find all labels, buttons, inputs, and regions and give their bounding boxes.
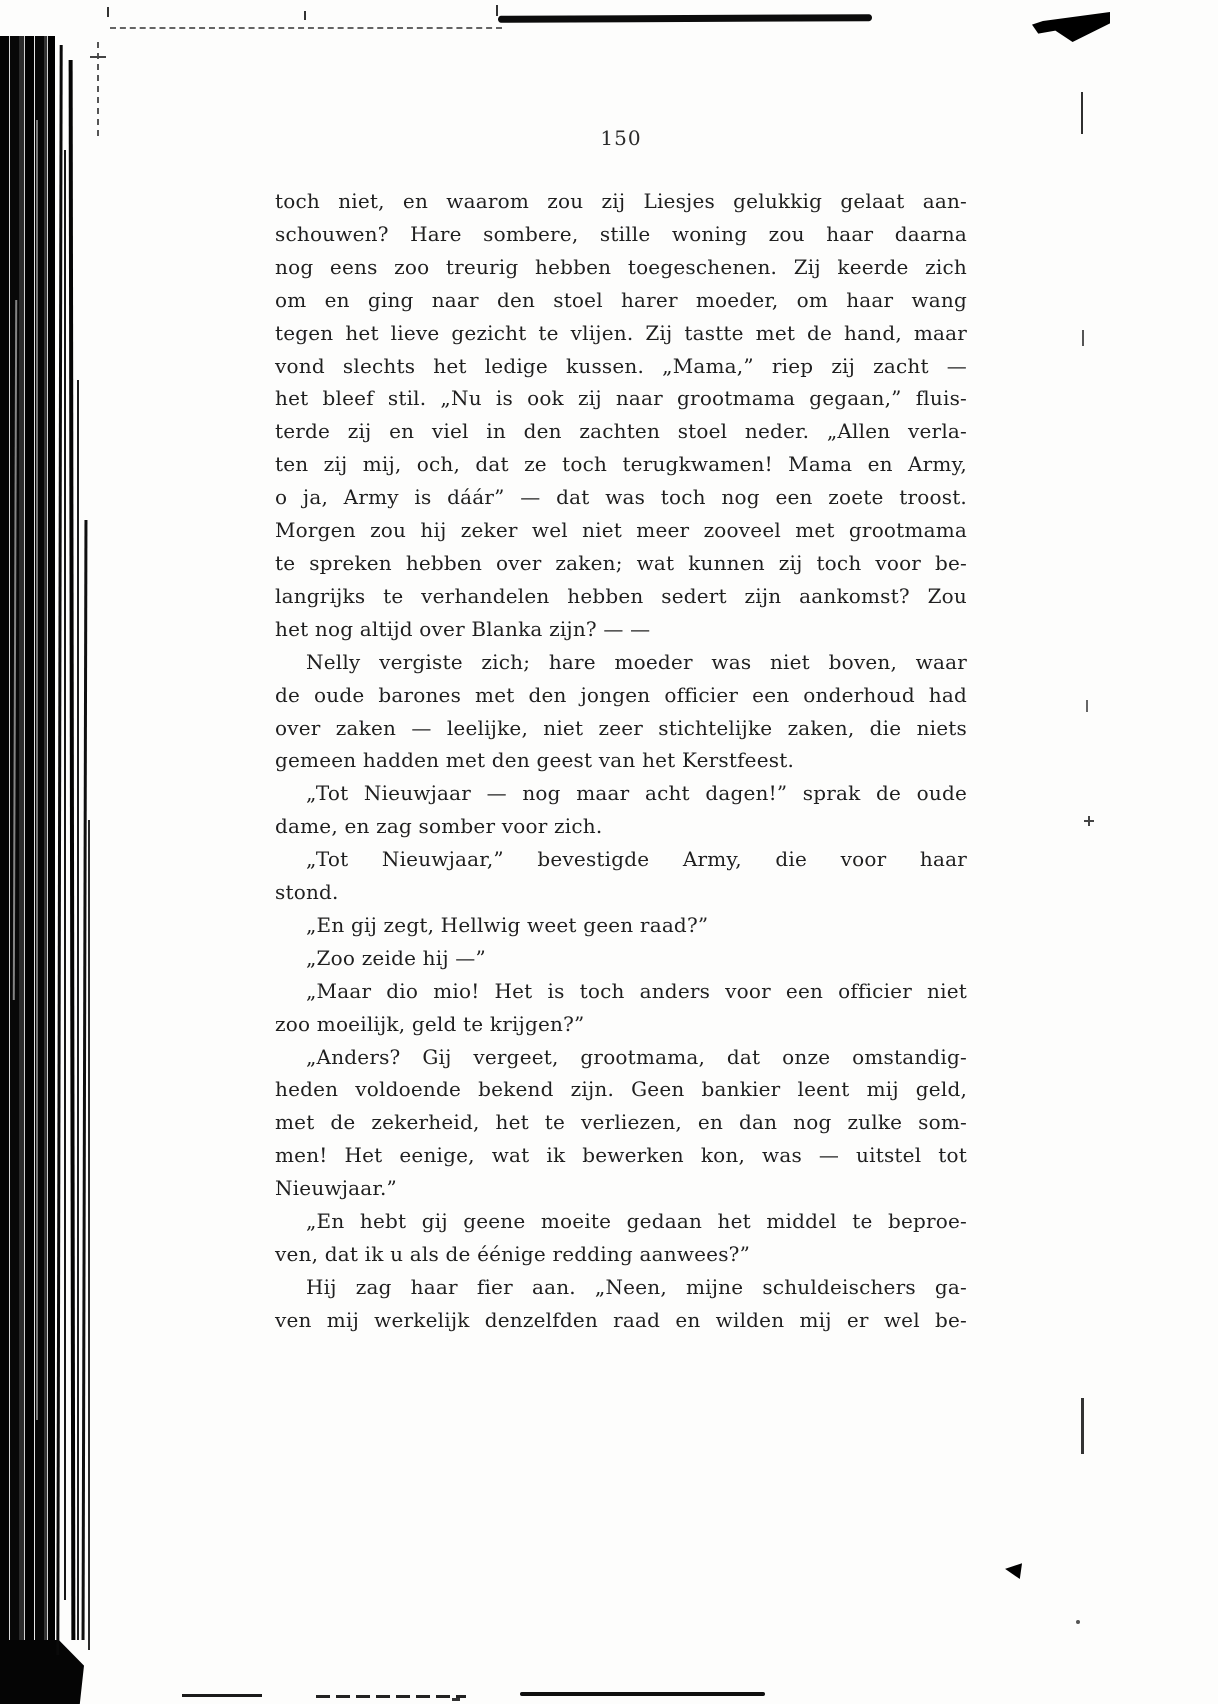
paragraph xyxy=(275,777,967,843)
text-line: „Maar dio mio! Het is toch anders voor een officier niet xyxy=(306,978,967,1003)
paragraph xyxy=(275,1205,967,1271)
text-line: Nieuwjaar.” xyxy=(275,1176,397,1201)
text-line: terde zij en viel in den zachten stoel neder. „Allen verla- xyxy=(275,419,967,444)
text-line: de oude barones met den jongen officier een onderhoud had xyxy=(275,682,967,707)
right-edge-mark xyxy=(1081,1398,1084,1454)
text-line: het nog altijd over Blanka zijn? — — xyxy=(275,616,651,641)
text-line: „Anders? Gij vergeet, grootmama, dat onze omstandig- xyxy=(306,1044,967,1069)
scan-streak xyxy=(64,150,66,1600)
text-line: „Tot Nieuwjaar,” bevestigde Army, die voor haar xyxy=(306,847,967,872)
text-line: ten zij mij, och, dat ze toch terugkwamen! Mama en Army, xyxy=(275,452,967,477)
paragraph xyxy=(275,909,967,942)
scan-streak xyxy=(88,820,90,1650)
scan-streak xyxy=(82,520,87,1640)
text-line: men! Het eenige, wat ik bewerken kon, was — uitstel tot xyxy=(275,1143,967,1168)
text-line: te spreken hebben over zaken; wat kunnen zij toch voor be- xyxy=(275,550,967,575)
scan-mark xyxy=(496,5,498,16)
text-line: Nelly vergiste zich; hare moeder was niet boven, waar xyxy=(306,649,967,674)
text-line: gemeen hadden met den geest van het Kerstfeest. xyxy=(275,748,795,773)
text-line: toch niet, en waarom zou zij Liesjes gelukkig gelaat aan- xyxy=(275,189,967,213)
text-line: schouwen? Hare sombere, stille woning zou haar daarna xyxy=(275,221,967,246)
paragraph xyxy=(275,975,967,1041)
binding-gutter-artifact xyxy=(0,36,55,1704)
bottom-edge-mark xyxy=(520,1692,765,1696)
text-line: „Tot Nieuwjaar — nog maar acht dagen!” sprak de oude xyxy=(306,781,967,806)
text-line: met de zekerheid, het te verliezen, en dan nog zulke som- xyxy=(275,1110,967,1135)
scan-streak xyxy=(77,380,79,1640)
scan-streak xyxy=(56,45,62,1655)
text-line: om en ging naar den stoel harer moeder, om haar wang xyxy=(275,287,967,312)
arrow-ink-mark xyxy=(1004,1561,1022,1579)
bottom-edge-mark xyxy=(316,1695,466,1698)
right-edge-mark xyxy=(1081,92,1083,134)
paragraph xyxy=(275,1041,967,1206)
text-line: nog eens zoo treurig hebben toegeschenen. Zij keerde zich xyxy=(275,254,967,279)
bottom-edge-mark xyxy=(452,1698,460,1701)
text-line: over zaken — leelijke, niet zeer stichtelijke zaken, die niets xyxy=(275,715,967,740)
bottom-edge-mark xyxy=(182,1694,262,1697)
page-number: 150 xyxy=(600,126,642,150)
paragraph xyxy=(275,942,967,975)
text-line: Morgen zou hij zeker wel niet meer zooveel met grootmama xyxy=(275,518,967,543)
text-line: Hij zag haar fier aan. „Neen, mijne schuldeischers ga- xyxy=(306,1274,967,1299)
scan-mark xyxy=(90,56,106,58)
text-line: o ja, Army is dáár” — dat was toch nog een zoete troost. xyxy=(275,485,967,510)
text-line: langrijks te verhandelen hebben sedert zijn aankomst? Zou xyxy=(275,583,967,608)
binding-gutter-artifact xyxy=(0,1640,84,1704)
scan-streak xyxy=(69,60,75,1640)
text-line: ven mij werkelijk denzelfden raad en wilden mij er wel be- xyxy=(275,1307,967,1332)
paragraph xyxy=(275,646,967,778)
text-block xyxy=(275,185,967,1337)
text-line: heden voldoende bekend zijn. Geen bankier leent mij geld, xyxy=(275,1077,967,1102)
top-edge-ink-bar xyxy=(498,14,872,23)
right-edge-mark xyxy=(1082,330,1084,346)
paragraph xyxy=(275,843,967,909)
text-line: „En hebt gij geene moeite gedaan het middel te beproe- xyxy=(306,1209,967,1234)
text-line: zoo moeilijk, geld te krijgen?” xyxy=(275,1011,585,1036)
text-line: ven, dat ik u als de éénige redding aanwees?” xyxy=(275,1242,751,1266)
text-line: „Zoo zeide hij —” xyxy=(306,945,486,970)
top-right-ink-blot xyxy=(1032,12,1110,42)
right-edge-mark xyxy=(1086,700,1088,712)
text-line: dame, en zag somber voor zich. xyxy=(275,814,603,839)
text-line: tegen het lieve gezicht te vlijen. Zij tastte met de hand, maar xyxy=(275,320,967,345)
scan-mark xyxy=(304,11,306,20)
paragraph xyxy=(275,1271,967,1337)
paragraph xyxy=(275,185,967,646)
text-line: het bleef stil. „Nu is ook zij naar grootmama gegaan,” fluis- xyxy=(275,386,967,411)
scan-mark xyxy=(107,7,109,17)
gutter-white-slit xyxy=(36,120,38,1420)
text-line: stond. xyxy=(275,880,339,905)
text-line: „En gij zegt, Hellwig weet geen raad?” xyxy=(306,912,709,937)
right-edge-mark xyxy=(1076,1620,1080,1624)
right-edge-mark xyxy=(1088,816,1090,826)
text-line: vond slechts het ledige kussen. „Mama,” riep zij zacht — xyxy=(275,353,967,378)
top-edge-dashed-line xyxy=(110,27,502,29)
